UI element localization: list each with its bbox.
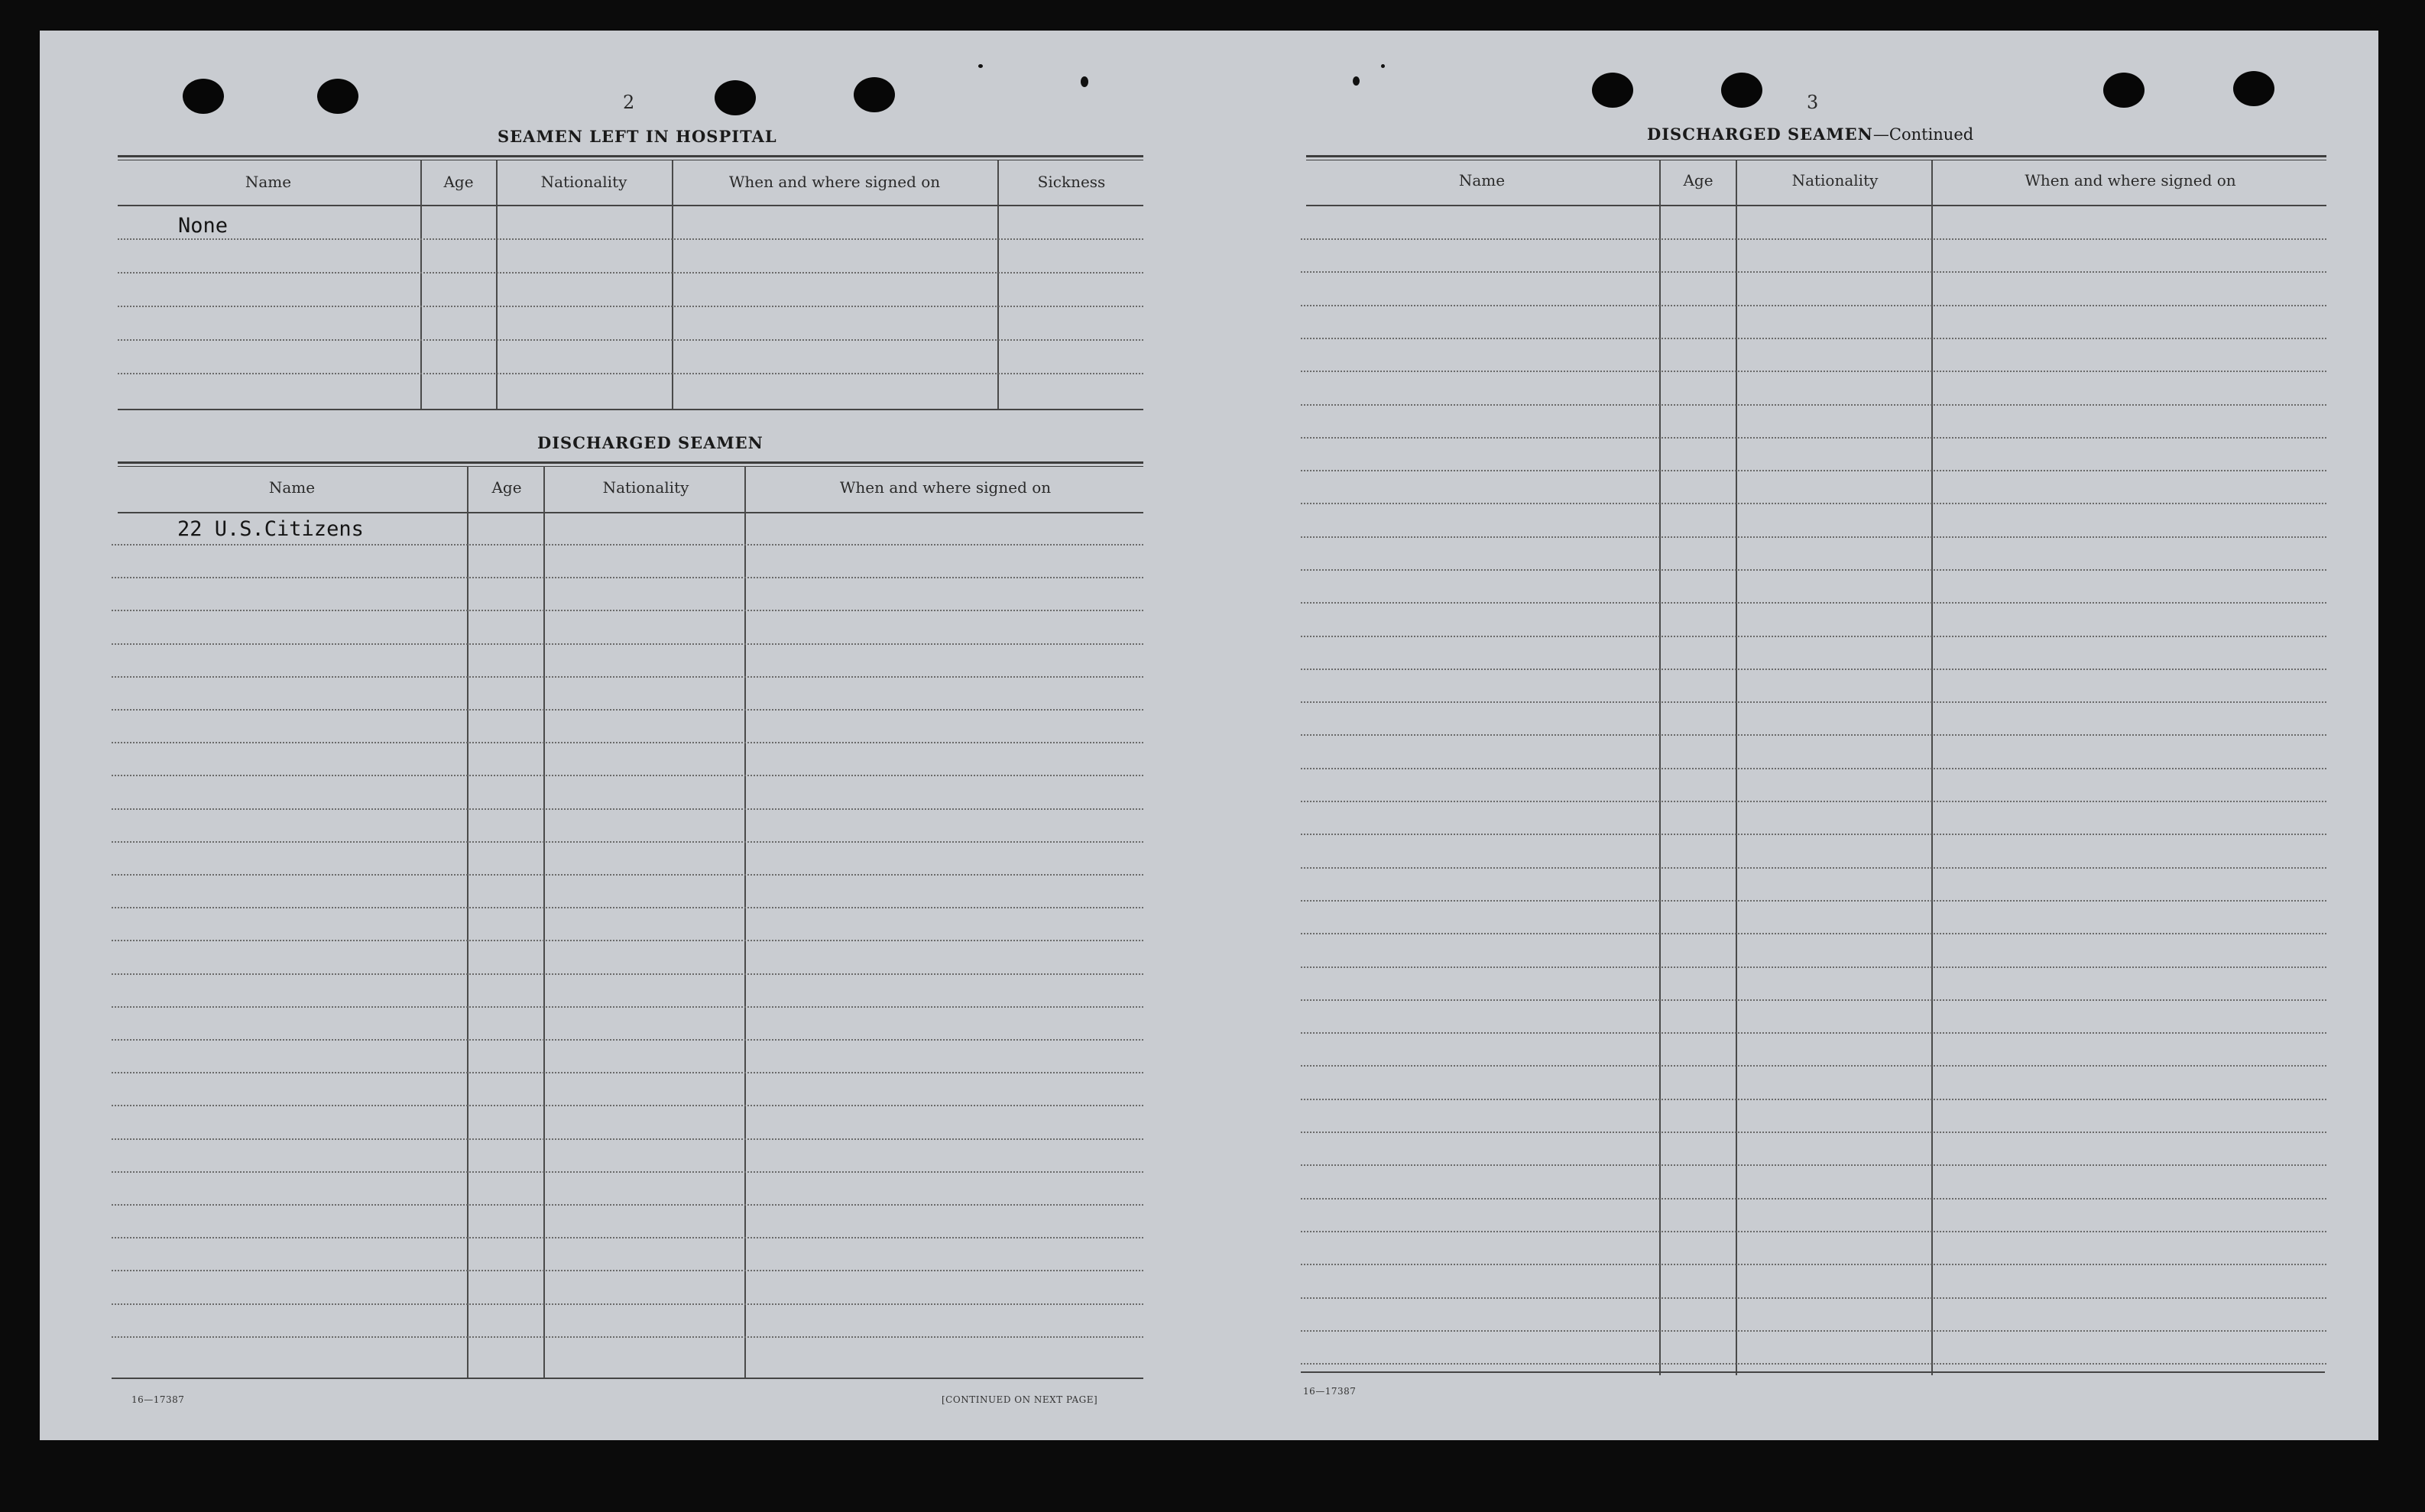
table-bottom-rule [118,409,1143,410]
row-line [1301,305,2326,306]
row-line [1301,1198,2326,1200]
row-line [1301,1363,2326,1365]
row-line [112,742,1143,743]
row-line [1301,867,2326,869]
section-title-discharged: DISCHARGED SEAMEN [537,433,763,452]
table-top-rule [1306,155,2326,160]
column-header-name: Name [268,478,316,497]
row-line [1301,536,2326,538]
row-line [1301,371,2326,372]
row-line [1301,933,2326,934]
row-line [112,841,1143,843]
row-line [112,1303,1143,1305]
column-header-nationality: Nationality [602,478,689,497]
table-top-rule [118,155,1143,160]
row-line [1301,470,2326,471]
document-page [40,31,2378,1440]
punch-hole [183,79,224,114]
ink-speck [978,64,983,68]
row-line [112,1039,1143,1041]
row-line [1301,834,2326,835]
row-line [1301,238,2326,240]
row-line [1301,404,2326,406]
section-title-discharged-continued [1647,125,1973,144]
row-line [112,544,1143,546]
column-header-name: Name [1458,171,1506,189]
ink-speck [1081,76,1088,87]
header-rule [118,205,1143,206]
row-line [1301,1032,2326,1034]
row-line [112,577,1143,578]
row-line [1301,636,2326,637]
row-line [112,1072,1143,1073]
column-header-nationality: Nationality [1791,171,1879,189]
row-line [1301,900,2326,902]
ink-speck [1381,64,1385,68]
punch-hole [1721,73,1762,108]
row-line [112,907,1143,908]
punch-hole [715,80,756,115]
row-line [112,940,1143,941]
row-line [1301,1132,2326,1133]
row-line [112,676,1143,678]
row-line [112,1105,1143,1106]
row-line [1301,1297,2326,1299]
punch-hole [2233,71,2274,106]
row-line [1301,801,2326,802]
row-line [118,373,1143,374]
row-line [112,1171,1143,1173]
row-line [118,339,1143,341]
column-divider [543,466,545,1379]
column-header-nationality: Nationality [540,173,627,191]
column-header-signed-on: When and where signed on [839,478,1052,497]
row-line [112,1237,1143,1238]
column-header-age: Age [443,173,474,191]
row-line [1301,1264,2326,1265]
row-line [118,238,1143,240]
row-line [112,973,1143,975]
row-line [1301,569,2326,571]
column-header-name: Name [245,173,292,191]
row-line [112,709,1143,711]
row-line [118,306,1143,307]
row-line [112,643,1143,645]
row-line [1301,1099,2326,1100]
hospital-entry: None [178,214,229,238]
row-line [1301,1065,2326,1067]
page-number: 2 [623,92,635,113]
punch-hole [317,79,358,114]
row-line [112,1270,1143,1271]
row-line [1301,1231,2326,1232]
title-main: DISCHARGED SEAMEN [1647,125,1873,144]
continued-note: [CONTINUED ON NEXT PAGE] [942,1394,1098,1405]
row-line [118,272,1143,274]
row-line [1301,437,2326,439]
header-rule [1306,205,2326,206]
column-header-age: Age [1683,171,1713,189]
punch-hole [2103,73,2145,108]
punch-hole [854,77,895,112]
row-line [1301,1164,2326,1166]
column-header-signed-on: When and where signed on [728,173,941,191]
row-line [1301,701,2326,703]
page-number: 3 [1807,92,1819,113]
row-line [1301,1330,2326,1332]
row-line [1301,999,2326,1001]
row-line [1301,271,2326,273]
ink-speck [1353,76,1360,86]
discharged-entry: 22 U.S.Citizens [177,517,364,541]
row-line [1301,602,2326,604]
column-header-sickness: Sickness [1037,173,1106,191]
row-line [1301,734,2326,736]
column-divider [744,466,746,1379]
row-line [112,874,1143,876]
row-line [1301,768,2326,769]
row-line [112,1138,1143,1140]
row-line [1301,966,2326,968]
row-line [1301,669,2326,670]
column-header-age: Age [491,478,522,497]
title-continued: —Continued [1872,125,1974,144]
punch-hole [1592,73,1633,108]
row-line [112,610,1143,611]
row-line [112,808,1143,810]
column-header-signed-on: When and where signed on [2025,171,2236,189]
header-rule [118,512,1143,513]
row-line [1301,503,2326,504]
row-line [1301,338,2326,339]
row-line [112,1006,1143,1008]
table-top-rule [118,461,1143,467]
table-bottom-rule [1301,1371,2325,1373]
form-number: 16—17387 [1303,1386,1357,1397]
row-line [112,1336,1143,1338]
row-line [112,1204,1143,1206]
section-title-hospital: SEAMEN LEFT IN HOSPITAL [498,127,777,146]
row-line [112,775,1143,776]
table-bottom-rule [112,1378,1143,1379]
form-number: 16—17387 [131,1394,185,1405]
column-divider [467,466,468,1379]
